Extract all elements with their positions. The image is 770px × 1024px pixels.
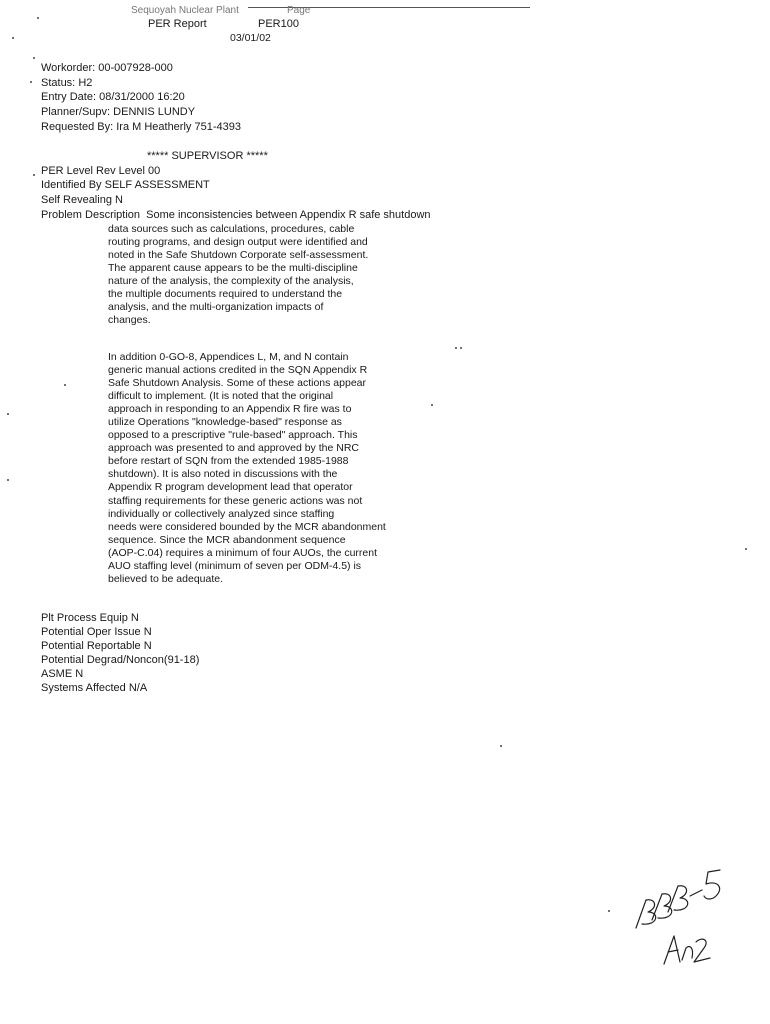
paragraph-line: noted in the Safe Shutdown Corporate self-assessment. (108, 249, 369, 262)
paragraph-line: staffing requirements for these generic actions was not (108, 494, 363, 507)
scan-speck (500, 745, 502, 747)
scan-speck (33, 57, 35, 59)
identified-by-value: SELF ASSESSMENT (104, 179, 210, 191)
self-revealing-value: N (115, 194, 123, 206)
per-level-row (41, 165, 160, 178)
plt-process-equip-row (41, 612, 139, 625)
scan-speck (745, 548, 747, 550)
problem-description-first-line: Some inconsistencies between Appendix R safe shutdown (146, 209, 431, 221)
status-value: H2 (78, 77, 93, 89)
report-code: PER100 (258, 18, 299, 30)
requested-by-value: Ira M Heatherly 751-4393 (116, 121, 241, 133)
paragraph-line: In addition 0-GO-8, Appendices L, M, and N contain (108, 351, 349, 363)
self-revealing-row (41, 194, 123, 207)
scan-speck (460, 347, 462, 349)
identified-by-row (41, 179, 210, 192)
page-label: Page (287, 5, 311, 16)
paragraph-line: Safe Shutdown Analysis. Some of these actions appear (108, 377, 366, 390)
potential-reportable-value: N (143, 640, 152, 652)
paragraph-line: individually or collectively analyzed since staffing (108, 507, 335, 520)
potential-oper-issue-row (41, 626, 152, 639)
workorder-row (41, 62, 173, 75)
paragraph-line: changes. (108, 314, 151, 327)
report-title: PER Report (148, 18, 207, 30)
handwritten-annotation (628, 866, 738, 986)
paragraph-line: believed to be adequate. (108, 572, 224, 585)
potential-degrad-label: Potential Degrad/Noncon(91-18) (41, 654, 200, 666)
section-heading: ***** SUPERVISOR ***** (147, 150, 268, 162)
scan-speck (608, 910, 610, 912)
problem-description-label: Problem Description (41, 209, 141, 221)
entry-date-label: Entry Date: (41, 91, 97, 103)
per-level-label: PER Level Rev Level (41, 165, 145, 177)
paragraph-line: the multiple documents required to understand the (108, 288, 343, 301)
asme-row (41, 668, 83, 681)
potential-degrad-row (41, 654, 199, 667)
scan-speck (30, 81, 32, 83)
paragraph-line: approach in responding to an Appendix R fire was to (108, 403, 352, 416)
asme-value: N (75, 668, 84, 680)
asme-label: ASME (41, 668, 73, 680)
scan-speck (7, 413, 9, 415)
per-level-value: 00 (148, 165, 161, 177)
plt-process-equip-value: N (130, 612, 139, 624)
paragraph-line: utilize Operations "knowledge-based" response as (108, 416, 342, 429)
self-revealing-label: Self Revealing (41, 194, 112, 206)
workorder-label: Workorder: (41, 62, 96, 74)
scan-speck (33, 174, 35, 176)
plt-process-equip-label: Plt Process Equip (41, 612, 128, 624)
paragraph-line: sequence. Since the MCR abandonment sequence (108, 533, 346, 546)
paragraph-line: needs were considered bounded by the MCR abandonment (108, 520, 386, 533)
systems-affected-row (41, 682, 147, 695)
systems-affected-value: N/A (128, 682, 148, 694)
scan-speck (7, 479, 9, 481)
entry-date-row (41, 91, 185, 104)
potential-oper-issue-label: Potential Oper Issue (41, 626, 141, 638)
requested-by-label: Requested By: (41, 121, 114, 133)
problem-description-row (41, 209, 431, 222)
identified-by-label: Identified By (41, 179, 102, 191)
paragraph-line: before restart of SQN from the extended 1985-1988 (108, 455, 349, 468)
paragraph-line: analysis, and the multi-organization impacts of (108, 301, 324, 314)
potential-reportable-label: Potential Reportable (41, 640, 141, 652)
scan-speck (64, 384, 66, 386)
paragraph-line: shutdown). It is also noted in discussions with the (108, 468, 338, 481)
scan-speck (37, 17, 39, 19)
planner-row (41, 106, 195, 119)
paragraph-line: nature of the analysis, the complexity of the analysis, (108, 275, 354, 288)
status-label: Status: (41, 77, 76, 89)
paragraph-line: AUO staffing level (minimum of seven per ODM-4.5) is (108, 559, 362, 572)
requested-by-row (41, 121, 241, 134)
planner-value: DENNIS LUNDY (113, 106, 196, 118)
entry-date-value: 08/31/2000 16:20 (99, 91, 185, 103)
paragraph-line: generic manual actions credited in the SQN Appendix R (108, 364, 368, 377)
paragraph-line: The apparent cause appears to be the multi-discipline (108, 262, 358, 275)
scan-speck (455, 347, 457, 349)
paragraph-line: difficult to implement. (It is noted that the original (108, 390, 334, 403)
status-row (41, 77, 92, 90)
report-date: 03/01/02 (230, 32, 271, 44)
paragraph-line: approach was presented to and approved by the NRC (108, 442, 359, 455)
scan-speck (12, 37, 14, 39)
workorder-value: 00-007928-000 (98, 62, 173, 74)
systems-affected-label: Systems Affected (41, 682, 126, 694)
paragraph-line: Appendix R program development lead that operator (108, 481, 353, 494)
problem-paragraph-2 (108, 351, 386, 586)
plant-name: Sequoyah Nuclear Plant (131, 5, 239, 16)
problem-paragraph-1 (108, 223, 368, 327)
potential-oper-issue-value: N (143, 626, 152, 638)
scan-speck (431, 404, 433, 406)
planner-label: Planner/Supv: (41, 106, 111, 118)
paragraph-line: routing programs, and design output were identified and (108, 236, 368, 249)
paragraph-line: data sources such as calculations, procedures, cable (108, 223, 355, 235)
paragraph-line: opposed to a prescriptive "rule-based" approach. This (108, 429, 358, 442)
paragraph-line: (AOP-C.04) requires a minimum of four AUOs, the current (108, 546, 378, 559)
potential-reportable-row (41, 640, 152, 653)
